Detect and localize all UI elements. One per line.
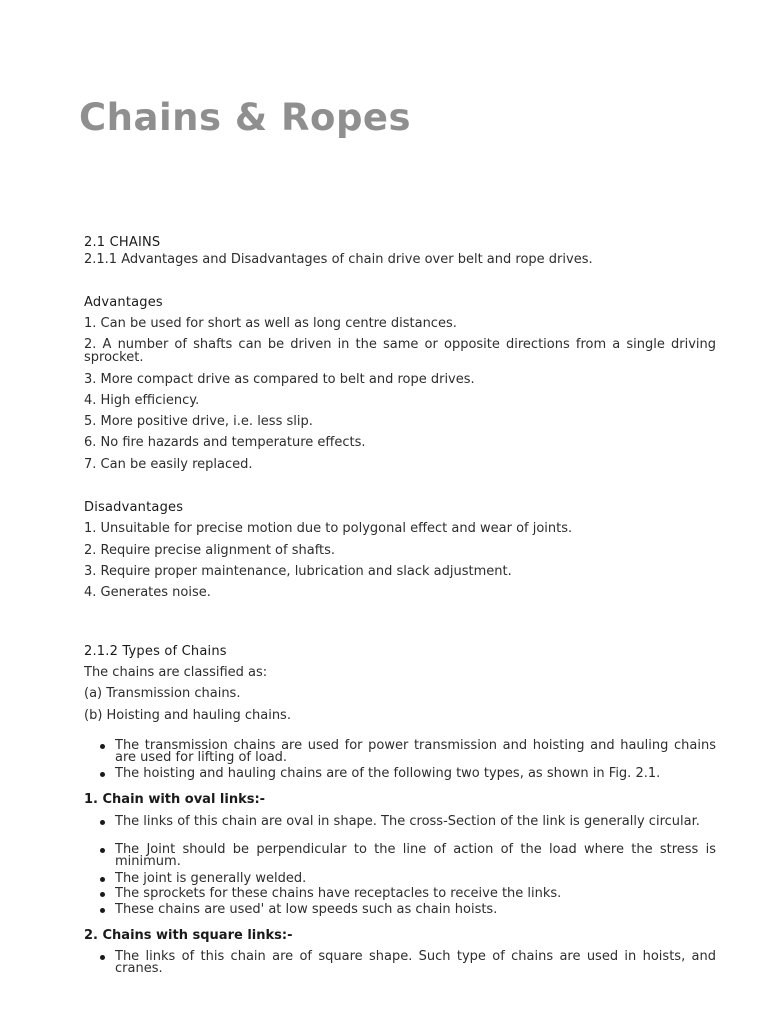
bullet-text: The transmission chains are used for power transmission and hoisting and hauling chains are used for lifting of load. (115, 738, 716, 765)
oval-links-heading: 1. Chain with oval links:- (84, 792, 266, 807)
disadvantages-heading: Disadvantages (84, 500, 184, 515)
bullet-text: The links of this chain are oval in shape. The cross-Section of the link is generally circular. (115, 814, 700, 829)
bullet-icon (100, 892, 105, 897)
bullet-icon (100, 772, 105, 777)
advantage-item: 5. More positive drive, i.e. less slip. (84, 414, 313, 429)
disadvantage-item: 1. Unsuitable for precise motion due to polygonal effect and wear of joints. (84, 521, 573, 536)
bullet-icon (100, 848, 105, 853)
disadvantage-item: 2. Require precise alignment of shafts. (84, 543, 336, 558)
bullet-text: The joint is generally welded. (115, 871, 307, 886)
bullet-icon (100, 955, 105, 960)
advantages-heading: Advantages (84, 295, 163, 310)
types-item: (a) Transmission chains. (84, 686, 241, 701)
bullet-text: The hoisting and hauling chains are of the following two types, as shown in Fig. 2.1. (115, 766, 661, 781)
bullet-text: The Joint should be perpendicular to the line of action of the load where the stress is minimum. (115, 842, 716, 869)
section-heading: 2.1 CHAINS (84, 235, 161, 250)
bullet-icon (100, 744, 105, 749)
advantage-item: 4. High efficiency. (84, 393, 200, 408)
bullet-icon (100, 820, 105, 825)
types-item: (b) Hoisting and hauling chains. (84, 708, 291, 723)
advantage-item: 7. Can be easily replaced. (84, 457, 253, 472)
bullet-text: The links of this chain are of square shape. Such type of chains are used in hoists, and cranes. (115, 949, 716, 976)
advantage-item: 1. Can be used for short as well as long centre distances. (84, 316, 457, 331)
bullet-icon (100, 908, 105, 913)
disadvantage-item: 4. Generates noise. (84, 585, 211, 600)
bullet-text: These chains are used' at low speeds such as chain hoists. (115, 902, 498, 917)
page-title: Chains & Ropes (79, 96, 412, 139)
section-subheading: 2.1.1 Advantages and Disadvantages of chain drive over belt and rope drives. (84, 252, 593, 267)
types-heading: 2.1.2 Types of Chains (84, 644, 227, 659)
advantage-item: 2. A number of shafts can be driven in the same or opposite directions from a single driving sprocket. (84, 337, 716, 365)
types-intro: The chains are classified as: (84, 665, 268, 680)
bullet-icon (100, 877, 105, 882)
bullet-text: The sprockets for these chains have receptacles to receive the links. (115, 886, 562, 901)
disadvantage-item: 3. Require proper maintenance, lubrication and slack adjustment. (84, 564, 512, 579)
advantage-item: 6. No fire hazards and temperature effects. (84, 435, 366, 450)
advantage-item: 3. More compact drive as compared to belt and rope drives. (84, 372, 475, 387)
square-links-heading: 2. Chains with square links:- (84, 928, 293, 943)
